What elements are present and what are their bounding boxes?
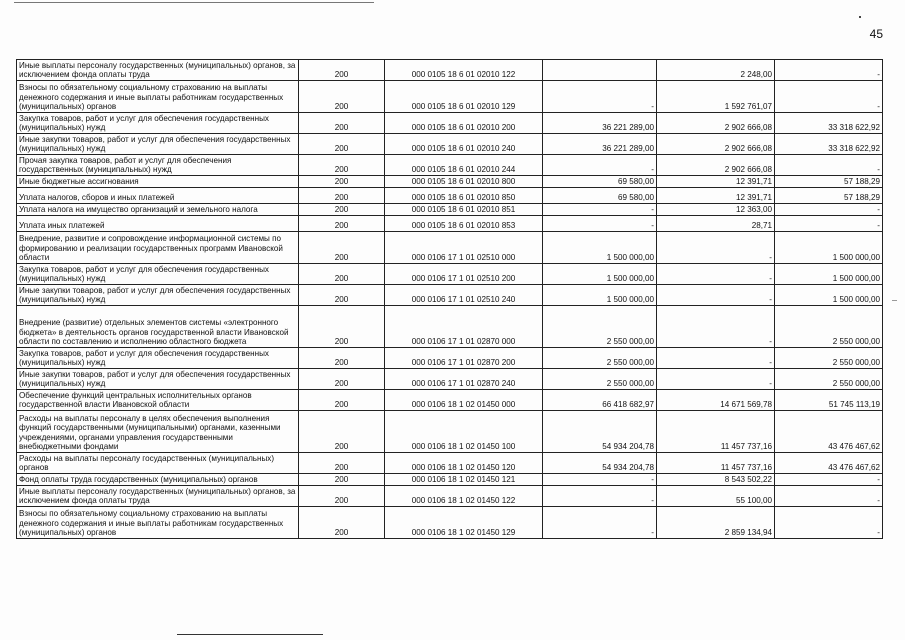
row-code: 200 [299, 134, 385, 155]
row-approved [543, 60, 657, 81]
row-kbk: 000 0106 18 1 02 01450 100 [385, 411, 543, 453]
table-row [17, 216, 883, 232]
row-name: Иные бюджетные ассигнования [17, 176, 299, 188]
row-remaining: 2 550 000,00 [775, 348, 883, 369]
row-remaining: 1 500 000,00 [775, 232, 883, 264]
row-code: 200 [299, 188, 385, 204]
row-remaining: - [775, 216, 883, 232]
row-code: 200 [299, 306, 385, 348]
row-executed: 14 671 569,78 [657, 390, 775, 411]
row-remaining: 1 500 000,00 [775, 285, 883, 306]
row-name: Иные закупки товаров, работ и услуг для обеспечения государственных (муниципальных) нужд [17, 285, 299, 306]
table-row [17, 369, 883, 390]
row-name: Прочая закупка товаров, работ и услуг для обеспечения государственных (муниципальных) нужд [17, 155, 299, 176]
row-executed: 11 457 737,16 [657, 453, 775, 474]
row-remaining: - [775, 486, 883, 507]
row-approved: 2 550 000,00 [543, 348, 657, 369]
row-remaining: - [775, 81, 883, 113]
row-code: 200 [299, 81, 385, 113]
row-kbk: 000 0106 18 1 02 01450 121 [385, 474, 543, 486]
row-kbk: 000 0105 18 6 01 02010 244 [385, 155, 543, 176]
row-executed: 2 902 666,08 [657, 134, 775, 155]
row-approved: 36 221 289,00 [543, 134, 657, 155]
row-remaining: 2 550 000,00 [775, 306, 883, 348]
row-name: Взносы по обязательному социальному страхованию на выплаты денежного содержания и иные выплаты работникам государственных (муниципальных) органов [17, 507, 299, 539]
row-executed: 12 391,71 [657, 188, 775, 204]
row-remaining: - [775, 474, 883, 486]
row-remaining: 43 476 467,62 [775, 453, 883, 474]
table-row [17, 411, 883, 453]
table-row [17, 134, 883, 155]
footnote-rule [177, 634, 323, 635]
table-row [17, 176, 883, 188]
row-remaining: 57 188,29 [775, 188, 883, 204]
row-name: Расходы на выплаты персоналу в целях обеспечения выполнения функций государственными (муниципальными) органами, казенными учреждениями, органами управления государственными внебюджетными фондами [17, 411, 299, 453]
row-name: Внедрение, развитие и сопровождение информационной системы по формированию и реализации государственных программ Ивановской области [17, 232, 299, 264]
row-approved: 1 500 000,00 [543, 285, 657, 306]
row-approved: 66 418 682,97 [543, 390, 657, 411]
table-row [17, 285, 883, 306]
table-row [17, 264, 883, 285]
row-kbk: 000 0105 18 6 01 02010 800 [385, 176, 543, 188]
row-kbk: 000 0105 18 6 01 02010 122 [385, 60, 543, 81]
row-name: Внедрение (развитие) отдельных элементов системы «электронного бюджета» в деятельность органов государственной власти Ивановской области по составлению и исполнению областного бюджета [17, 306, 299, 348]
row-approved: 1 500 000,00 [543, 264, 657, 285]
row-kbk: 000 0105 18 6 01 02010 850 [385, 188, 543, 204]
row-code: 200 [299, 285, 385, 306]
row-name: Закупка товаров, работ и услуг для обеспечения государственных (муниципальных) нужд [17, 264, 299, 285]
row-code: 200 [299, 369, 385, 390]
table-row [17, 486, 883, 507]
row-name: Уплата налога на имущество организаций и земельного налога [17, 204, 299, 216]
row-code: 200 [299, 113, 385, 134]
row-approved: 54 934 204,78 [543, 453, 657, 474]
row-approved: 36 221 289,00 [543, 113, 657, 134]
table-row [17, 81, 883, 113]
row-executed: 2 902 666,08 [657, 113, 775, 134]
row-executed: - [657, 369, 775, 390]
table-row [17, 390, 883, 411]
row-name: Закупка товаров, работ и услуг для обеспечения государственных (муниципальных) нужд [17, 113, 299, 134]
row-kbk: 000 0105 18 6 01 02010 851 [385, 204, 543, 216]
row-code: 200 [299, 216, 385, 232]
row-name: Иные закупки товаров, работ и услуг для обеспечения государственных (муниципальных) нужд [17, 369, 299, 390]
row-executed: - [657, 264, 775, 285]
row-code: 200 [299, 411, 385, 453]
table-row [17, 474, 883, 486]
row-remaining: 33 318 622,92 [775, 113, 883, 134]
row-kbk: 000 0106 17 1 01 02870 200 [385, 348, 543, 369]
row-executed: - [657, 232, 775, 264]
row-remaining: 2 550 000,00 [775, 369, 883, 390]
row-remaining: 43 476 467,62 [775, 411, 883, 453]
row-executed: 2 859 134,94 [657, 507, 775, 539]
row-approved: - [543, 81, 657, 113]
row-approved: - [543, 507, 657, 539]
table-row [17, 204, 883, 216]
row-kbk: 000 0106 18 1 02 01450 129 [385, 507, 543, 539]
row-approved: 69 580,00 [543, 176, 657, 188]
row-code: 200 [299, 264, 385, 285]
row-remaining: - [775, 60, 883, 81]
row-name: Иные выплаты персоналу государственных (муниципальных) органов, за исключением фонда оплаты труда [17, 60, 299, 81]
row-executed: 2 248,00 [657, 60, 775, 81]
table-row [17, 348, 883, 369]
row-approved: 54 934 204,78 [543, 411, 657, 453]
table-row [17, 453, 883, 474]
row-remaining: - [775, 204, 883, 216]
row-name: Фонд оплаты труда государственных (муниципальных) органов [17, 474, 299, 486]
table-row [17, 60, 883, 81]
table-row [17, 113, 883, 134]
row-kbk: 000 0105 18 6 01 02010 240 [385, 134, 543, 155]
budget-table [16, 59, 883, 539]
row-kbk: 000 0106 17 1 01 02870 240 [385, 369, 543, 390]
row-executed: 55 100,00 [657, 486, 775, 507]
table-row [17, 155, 883, 176]
table-row [17, 232, 883, 264]
row-code: 200 [299, 204, 385, 216]
row-remaining: - [775, 507, 883, 539]
row-code: 200 [299, 474, 385, 486]
row-remaining: 51 745 113,19 [775, 390, 883, 411]
page-number: 45 [869, 27, 883, 41]
row-executed: 11 457 737,16 [657, 411, 775, 453]
row-executed: - [657, 306, 775, 348]
row-name: Закупка товаров, работ и услуг для обеспечения государственных (муниципальных) нужд [17, 348, 299, 369]
row-kbk: 000 0106 17 1 01 02510 000 [385, 232, 543, 264]
row-approved: 2 550 000,00 [543, 369, 657, 390]
row-remaining: - [775, 155, 883, 176]
row-code: 200 [299, 176, 385, 188]
row-executed: 28,71 [657, 216, 775, 232]
row-code: 200 [299, 155, 385, 176]
row-name: Иные закупки товаров, работ и услуг для обеспечения государственных (муниципальных) нужд [17, 134, 299, 155]
row-name: Расходы на выплаты персоналу государственных (муниципальных) органов [17, 453, 299, 474]
row-name: Обеспечение функций центральных исполнительных органов государственной власти Ивановской области [17, 390, 299, 411]
row-code: 200 [299, 390, 385, 411]
row-approved: 2 550 000,00 [543, 306, 657, 348]
row-name: Уплата налогов, сборов и иных платежей [17, 188, 299, 204]
row-kbk: 000 0105 18 6 01 02010 200 [385, 113, 543, 134]
row-approved: 1 500 000,00 [543, 232, 657, 264]
table-row [17, 188, 883, 204]
row-executed: - [657, 348, 775, 369]
row-executed: - [657, 285, 775, 306]
row-kbk: 000 0106 17 1 01 02510 240 [385, 285, 543, 306]
scan-mark [892, 300, 897, 301]
row-approved: - [543, 204, 657, 216]
row-kbk: 000 0106 17 1 01 02510 200 [385, 264, 543, 285]
row-code: 200 [299, 60, 385, 81]
row-approved: 69 580,00 [543, 188, 657, 204]
row-code: 200 [299, 507, 385, 539]
row-remaining: 33 318 622,92 [775, 134, 883, 155]
row-kbk: 000 0106 18 1 02 01450 000 [385, 390, 543, 411]
row-kbk: 000 0105 18 6 01 02010 129 [385, 81, 543, 113]
row-kbk: 000 0106 18 1 02 01450 120 [385, 453, 543, 474]
row-approved: - [543, 486, 657, 507]
row-kbk: 000 0105 18 6 01 02010 853 [385, 216, 543, 232]
row-code: 200 [299, 486, 385, 507]
row-kbk: 000 0106 18 1 02 01450 122 [385, 486, 543, 507]
row-code: 200 [299, 453, 385, 474]
scan-mark [859, 16, 861, 18]
row-remaining: 1 500 000,00 [775, 264, 883, 285]
row-kbk: 000 0106 17 1 01 02870 000 [385, 306, 543, 348]
row-code: 200 [299, 348, 385, 369]
row-executed: 8 543 502,22 [657, 474, 775, 486]
row-approved: - [543, 155, 657, 176]
row-code: 200 [299, 232, 385, 264]
top-rule [14, 2, 374, 3]
row-name: Иные выплаты персоналу государственных (муниципальных) органов, за исключением фонда оплаты труда [17, 486, 299, 507]
table-row [17, 507, 883, 539]
row-remaining: 57 188,29 [775, 176, 883, 188]
row-approved: - [543, 474, 657, 486]
table-row [17, 306, 883, 348]
row-executed: 12 363,00 [657, 204, 775, 216]
row-approved: - [543, 216, 657, 232]
row-executed: 1 592 761,07 [657, 81, 775, 113]
row-name: Уплата иных платежей [17, 216, 299, 232]
row-executed: 2 902 666,08 [657, 155, 775, 176]
row-name: Взносы по обязательному социальному страхованию на выплаты денежного содержания и иные выплаты работникам государственных (муниципальных) органов [17, 81, 299, 113]
row-executed: 12 391,71 [657, 176, 775, 188]
